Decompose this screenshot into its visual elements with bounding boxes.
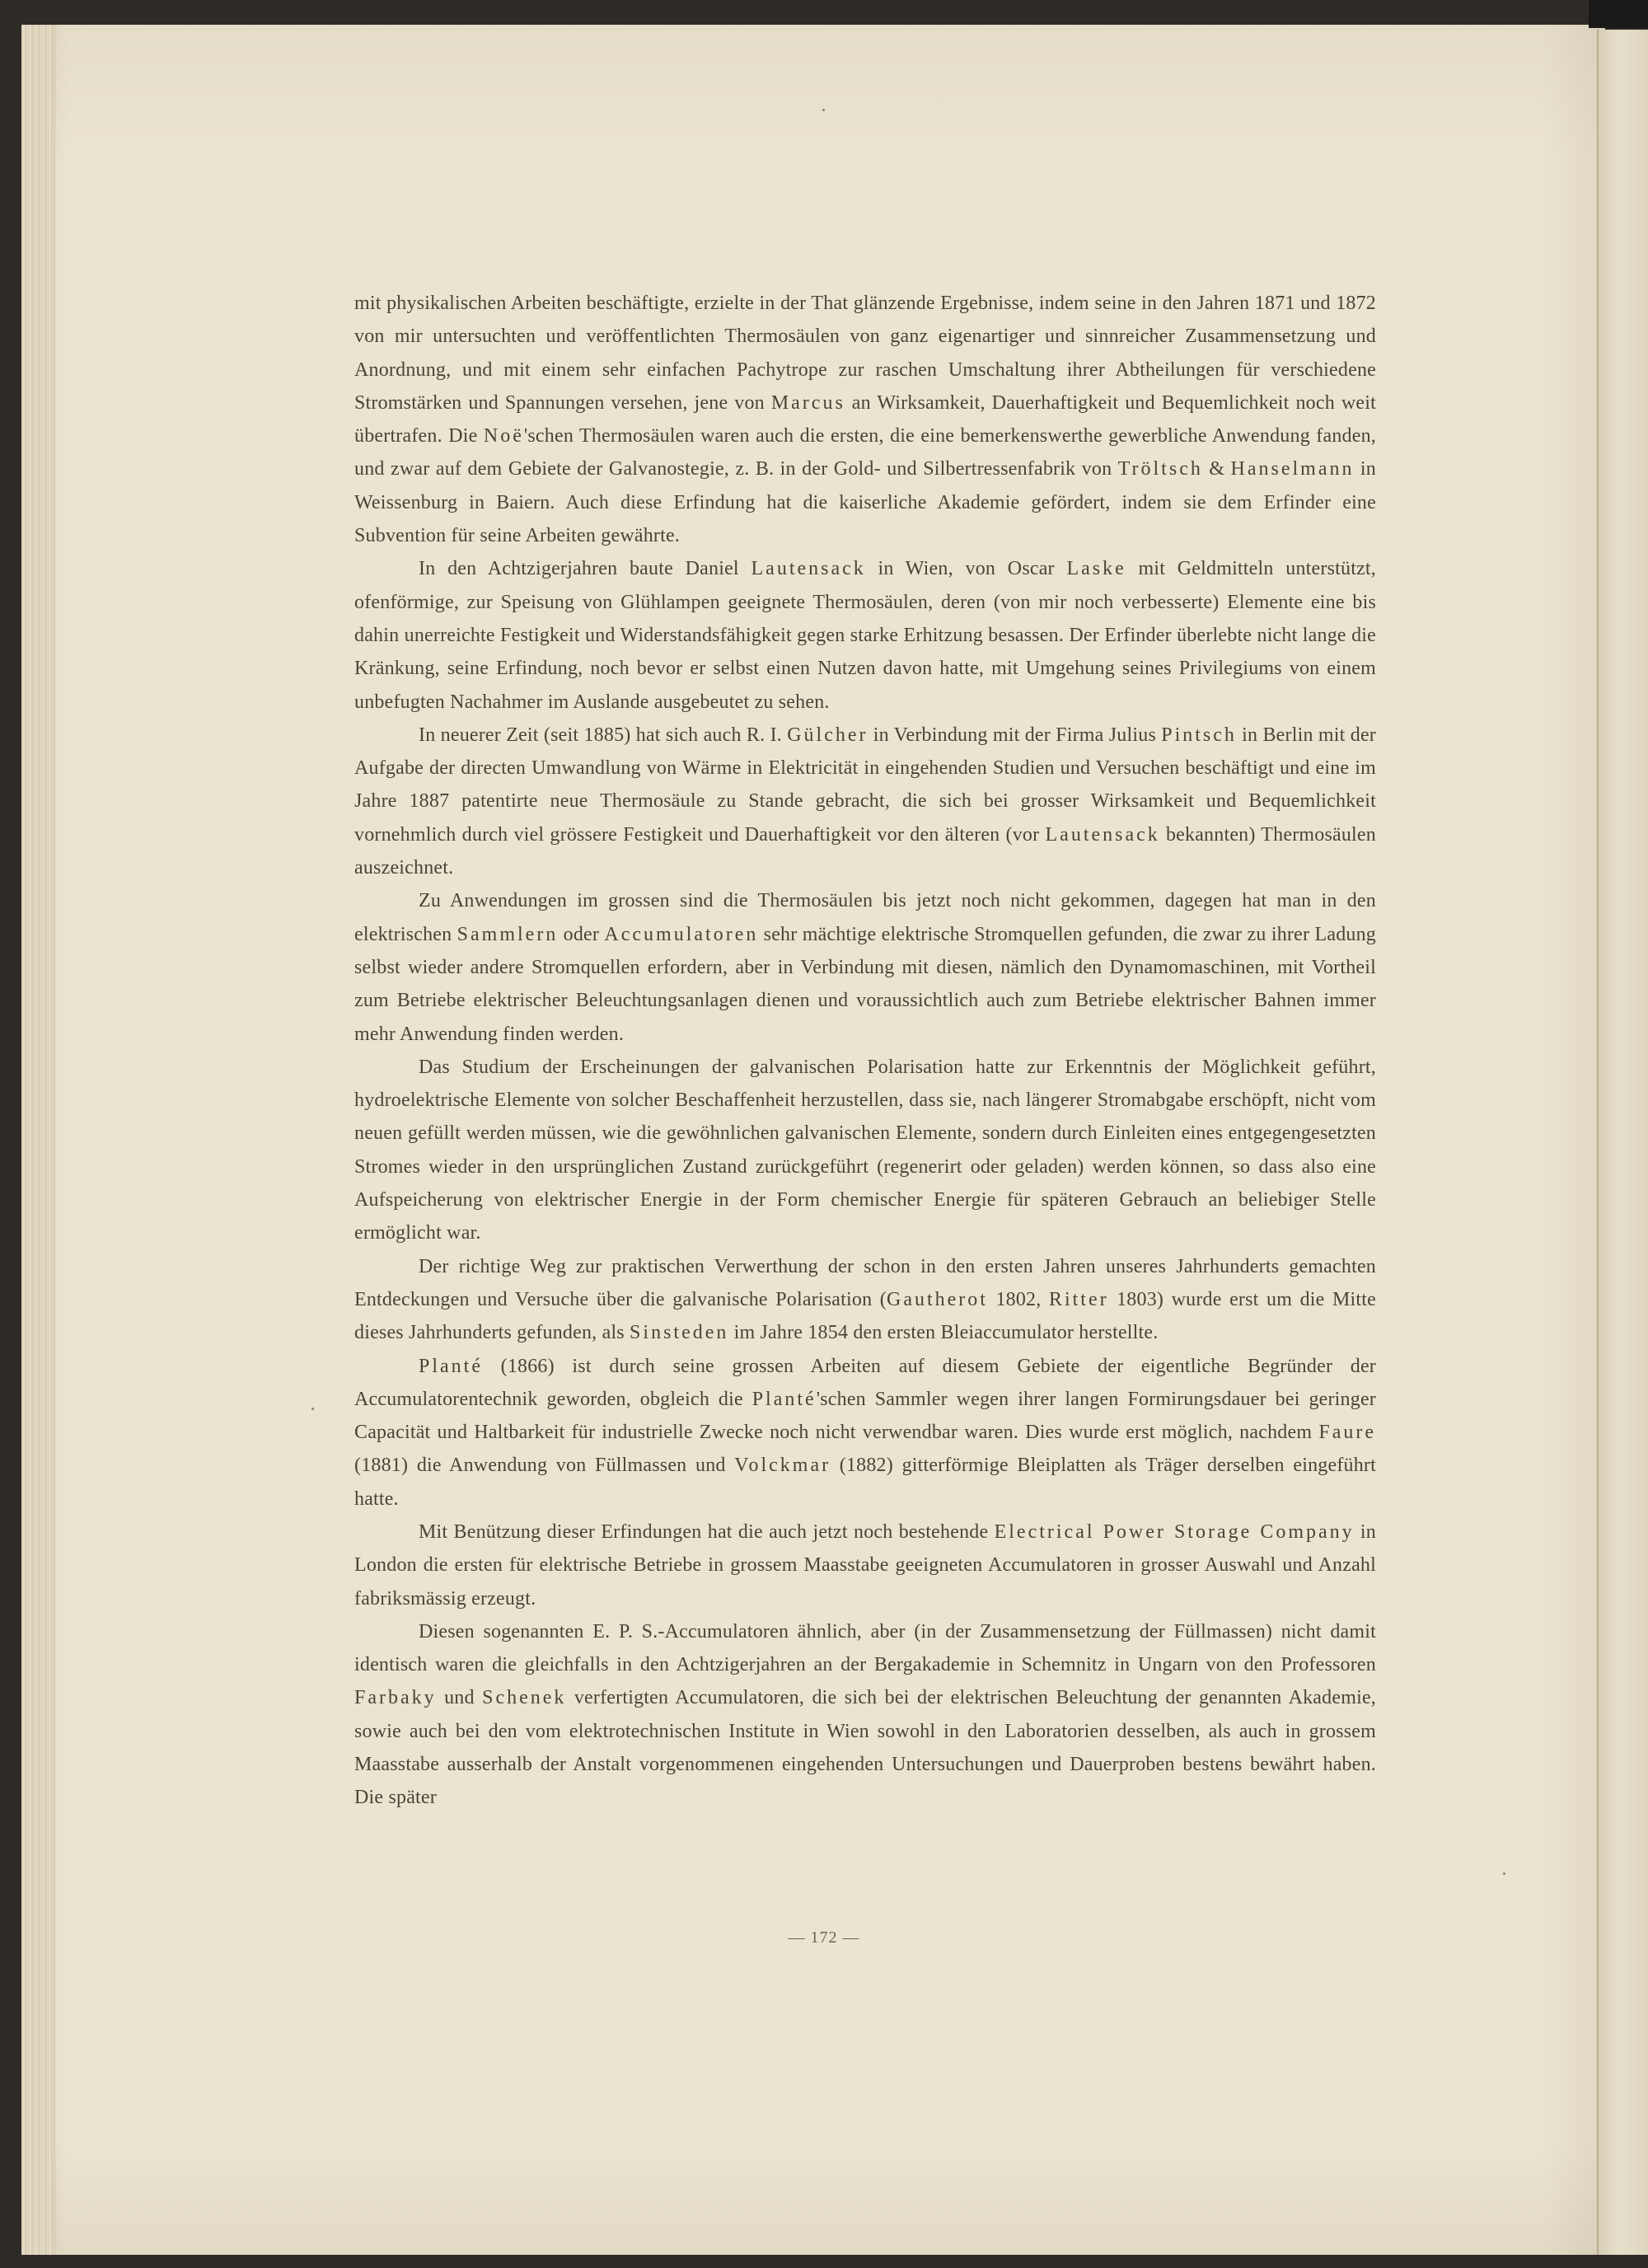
spaced-name: Pintsch (1161, 724, 1237, 746)
text-run: (1881) die Anwendung von Füllmassen und (354, 1455, 735, 1477)
text-run: Der richtige Weg zur praktischen Verwerthung der schon in den ersten Jahren unseres Jahrhunderts gemachten Entdeckungen und Versuche über die galvanische Polarisation ( (354, 1255, 1376, 1310)
text-run: in Verbindung mit der Firma Julius (868, 724, 1162, 746)
text-run: in Weissenburg in Baiern. Auch diese Erfindung hat die kaiserliche Akademie gefördert, indem sie dem Erfinder eine Subvention für seine Arbeiten gewährte. (354, 458, 1376, 547)
text-run: mit Geldmitteln unterstützt, ofenförmige, zur Speisung von Glühlampen geeignete Thermosäulen, deren (von mir noch verbesserte) Elemente eine bis dahin unerreichte Festigkeit und Widerstandsfähigkeit gegen starke Erhitzung besassen. Der Erfinder überlebte nicht lange die Kränkung, seine Erfindung, noch bevor er selbst einen Nutzen davon hatte, mit Umgehung seines Privilegiums von einem unbefugten Nachahmer im Auslande ausgebeutet zu sehen. (354, 558, 1376, 713)
spaced-name: Gautherot (886, 1288, 988, 1310)
next-page-edge (1597, 30, 1648, 2255)
spaced-name: Lautensack (751, 558, 866, 580)
spaced-name: Accumulatoren (604, 923, 759, 945)
scan-background-corner (1589, 0, 1648, 28)
text-run: mit physikalischen Arbeiten beschäftigte, erzielte in der That glänzende Ergebnisse, indem seine in den Jahren 1871 und 1872 von mir untersuchten und veröffentlichten Thermosäulen von ganz eigenartiger und sinnreicher Zusammensetzung und Anordnung, und mit einem sehr einfachen Pachytrope zur raschen Umschaltung ihrer Abtheilungen für verschiedene Stromstärken und Spannungen versehen, jene von (354, 293, 1376, 414)
spaced-name: Hanselmann (1230, 458, 1355, 480)
spaced-name: Sinsteden (630, 1322, 729, 1344)
paragraph (354, 1051, 1376, 1250)
paragraph (354, 1516, 1376, 1615)
text-run: in Wien, von Oscar (865, 558, 1067, 580)
page-edge-stack (21, 25, 55, 2255)
text-run: in London die ersten für elektrische Betriebe in grossem Maasstabe geeigneten Accumulatoren in grosser Auswahl und Anzahl fabriksmässig erzeugt. (354, 1521, 1376, 1610)
body-text (354, 287, 1376, 1815)
paragraph (354, 1250, 1376, 1350)
spaced-name: Marcus (770, 391, 845, 414)
text-run: Zu Anwendungen im grossen sind die Thermosäulen bis jetzt noch nicht gekommen, dagegen hat man in den elektrischen (354, 890, 1376, 945)
text-run: Mit Benützung dieser Erfindungen hat die auch jetzt noch bestehende (419, 1521, 995, 1543)
text-run: im Jahre 1854 den ersten Bleiaccumulator herstellte. (728, 1322, 1159, 1344)
paragraph (354, 552, 1376, 718)
text-run: in Berlin mit der Aufgabe der directen Umwandlung von Wärme in Elektricität in eingehenden Studien und Versuchen beschäftigt und eine im Jahre 1887 patentirte neue Thermosäule zu Stande gebracht, die sich bei grosser Wirksamkeit und Bequemlichkeit vornehmlich durch viel grössere Festigkeit und Dauerhaftigkeit vor den älteren (vor (354, 724, 1376, 846)
text-run: 1802, (987, 1288, 1049, 1310)
spaced-name: Lautensack (1045, 823, 1160, 846)
spaced-name: Farbaky (354, 1687, 437, 1709)
paragraph (354, 287, 1376, 552)
text-run: & (1202, 458, 1231, 480)
text-run: (1866) ist durch seine grossen Arbeiten auf diesem Gebiete der eigentliche Begründer der Accumulatorentechnik geworden, obgleich die (354, 1355, 1376, 1410)
text-run: verfertigten Accumulatoren, die sich bei der elektrischen Beleuchtung der genannten Akademie, sowie auch bei den vom elektrotechnischen Institute in Wien sowohl in den Laboratorien desselben, als auch in grossem Maasstabe ausserhalb der Anstalt vorgenommenen eingehenden Untersuchungen und Dauerproben bestens bewährt haben. Die später (354, 1687, 1376, 1809)
spaced-name: Faure (1318, 1422, 1376, 1444)
text-run: und (436, 1687, 483, 1709)
text-run: Das Studium der Erscheinungen der galvanischen Polarisation hatte zur Erkenntnis der Möglichkeit geführt, hydroelektrische Elemente von solcher Beschaffenheit herzustellen, dass sie, nach längerer Stromabgabe erschöpft, nicht vom neuen gefüllt werden müssen, wie die gewöhnlichen galvanischen Elemente, sondern durch Einleiten eines entgegengesetzten Stromes wieder in den ursprünglichen Zustand zurückgeführt (regenerirt oder geladen) werden können, so dass also eine Aufspeicherung von elektrischer Energie in der Form chemischer Energie für späteren Gebrauch an beliebiger Stelle ermöglicht war. (354, 1056, 1376, 1244)
text-run: bekannten) Thermosäulen auszeichnet. (354, 823, 1376, 879)
spaced-name: Tröltsch (1117, 458, 1203, 480)
paper-speck (822, 109, 825, 111)
text-run: sehr mächtige elektrische Stromquellen gefunden, die zwar zu ihrer Ladung selbst wieder andere Stromquellen erfordern, aber in Verbindung mit diesen, nämlich den Dynamomaschinen, mit Vortheil zum Betriebe elektrischer Beleuchtungsanlagen dienen und voraussichtlich auch zum Betriebe elektrischer Bahnen immer mehr Anwendung finden werden. (354, 923, 1376, 1045)
paper-speck (311, 1408, 314, 1410)
spaced-name: Volckmar (734, 1455, 831, 1477)
paragraph (354, 719, 1376, 884)
text-run: 'schen Sammler wegen ihrer langen Formirungsdauer bei geringer Capacität und Haltbarkeit für industrielle Zwecke noch nicht verwendbar waren. Dies wurde erst möglich, nachdem (354, 1388, 1376, 1444)
text-run: In den Achtzigerjahren baute Daniel (419, 558, 751, 580)
spaced-name: Laske (1066, 558, 1126, 580)
spaced-name: Planté (419, 1355, 483, 1377)
paper-speck (1503, 1872, 1505, 1875)
text-run: an Wirksamkeit, Dauerhaftigkeit und Bequemlichkeit noch weit übertrafen. Die (354, 391, 1377, 448)
spaced-name: Sammlern (456, 923, 559, 945)
paragraph (354, 1350, 1376, 1516)
text-run: Diesen sogenannten E. P. S.-Accumulatoren ähnlich, aber (in der Zusammensetzung der Füllmassen) nicht damit identisch waren die gleichfalls in den Achtzigerjahren an der Bergakademie in Schemnitz in Ungarn von den Professoren (354, 1620, 1376, 1676)
text-run: oder (558, 923, 605, 945)
text-run: 'schen Thermosäulen waren auch die ersten, die eine bemerkenswerthe gewerbliche Anwendung fanden, und zwar auf dem Gebiete der Galvanostegie, z. B. in der Gold- und Silbertressenfabrik von (354, 425, 1376, 480)
spaced-name: Electrical Power Storage Company (994, 1521, 1355, 1543)
paragraph (354, 884, 1376, 1050)
text-run: (1882) gitterförmige Bleiplatten als Träger derselben eingeführt hatte. (354, 1455, 1376, 1510)
spaced-name: Noë (483, 425, 524, 448)
spaced-name: Schenek (482, 1687, 567, 1709)
text-run: 1803) wurde erst um die Mitte dieses Jahrhunderts gefunden, als (354, 1288, 1376, 1344)
spaced-name: Gülcher (787, 724, 868, 746)
text-run: In neuerer Zeit (seit 1885) hat sich auch R. I. (419, 724, 788, 746)
spaced-name: Planté (751, 1388, 817, 1410)
spaced-name: Ritter (1048, 1288, 1109, 1310)
paragraph (354, 1615, 1376, 1815)
page-number: — 172 — (788, 1928, 860, 1947)
